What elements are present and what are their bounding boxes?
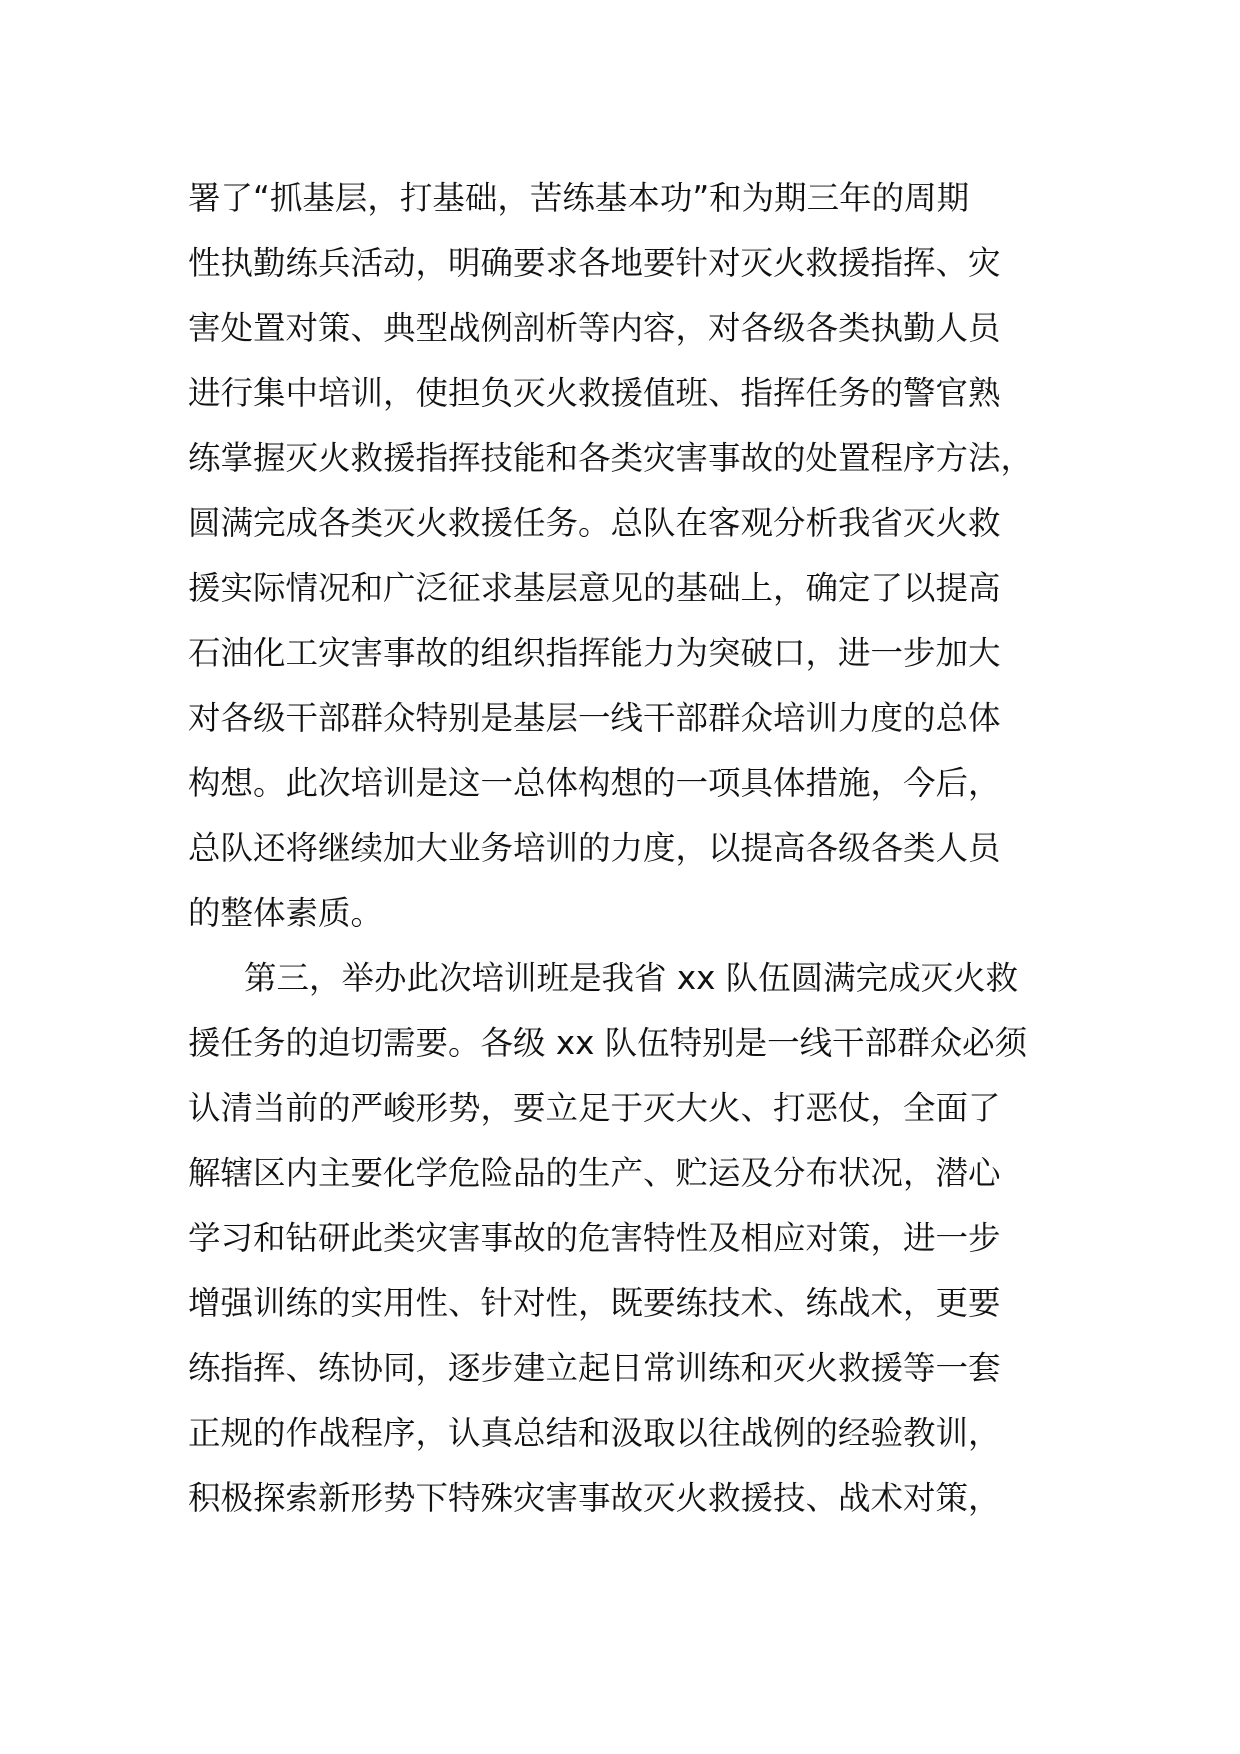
text-line: 对各级干部群众特别是基层一线干部群众培训力度的总体 [188, 699, 1001, 737]
text-line: 署了“抓基层，打基础，苦练基本功”和为期三年的周期 [188, 179, 970, 217]
text-line: 害处置对策、典型战例剖析等内容，对各级各类执勤人员 [188, 309, 1001, 347]
text-line: 构想。此次培训是这一总体构想的一项具体措施，今后， [188, 764, 1001, 802]
text-line: 总队还将继续加大业务培训的力度，以提高各级各类人员 [188, 829, 1001, 867]
text-line: 正规的作战程序，认真总结和汲取以往战例的经验教训， [188, 1414, 1001, 1452]
text-line: 圆满完成各类灭火救援任务。总队在客观分析我省灭火救 [188, 504, 1001, 542]
paragraph-start-line: 第三，举办此次培训班是我省 xx 队伍圆满完成灭火救 [244, 959, 1019, 997]
text-line: 援任务的迫切需要。各级 xx 队伍特别是一线干部群众必须 [188, 1024, 1028, 1062]
text-line: 练指挥、练协同，逐步建立起日常训练和灭火救援等一套 [188, 1349, 1001, 1387]
text-line: 认清当前的严峻形势，要立足于灭大火、打恶仗，全面了 [188, 1089, 1001, 1127]
text-line: 练掌握灭火救援指挥技能和各类灾害事故的处置程序方法， [188, 439, 1034, 477]
body-text [188, 166, 1068, 1531]
text-line: 的整体素质。 [188, 894, 384, 932]
text-line: 石油化工灾害事故的组织指挥能力为突破口，进一步加大 [188, 634, 1001, 672]
text-line: 性执勤练兵活动，明确要求各地要针对灭火救援指挥、灾 [188, 244, 1001, 282]
text-line: 积极探索新形势下特殊灾害事故灭火救援技、战术对策， [188, 1479, 1001, 1517]
text-line: 学习和钻研此类灾害事故的危害特性及相应对策，进一步 [188, 1219, 1001, 1257]
text-line: 增强训练的实用性、针对性，既要练技术、练战术，更要 [188, 1284, 1001, 1322]
text-line: 援实际情况和广泛征求基层意见的基础上，确定了以提高 [188, 569, 1001, 607]
text-line: 进行集中培训，使担负灭火救援值班、指挥任务的警官熟 [188, 374, 1001, 412]
text-line: 解辖区内主要化学危险品的生产、贮运及分布状况，潜心 [188, 1154, 1001, 1192]
